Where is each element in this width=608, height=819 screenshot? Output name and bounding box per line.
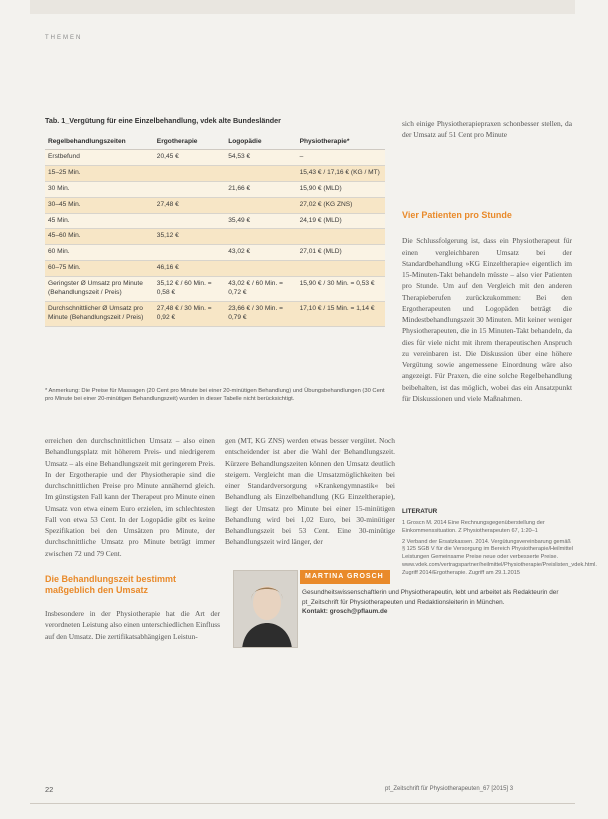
table-cell [154,245,225,261]
section-tag: THEMEN [45,35,83,41]
table-row [45,150,385,166]
table-cell [154,213,225,229]
column-header: Physiotherapie* [297,134,385,150]
table-cell: 27,01 € (MLD) [297,245,385,261]
table-cell: 43,02 € / 60 Min. = 0,72 € [225,277,296,302]
table-cell: 17,10 € / 15 Min. = 1,14 € [297,301,385,326]
section-heading: Die Behandlungszeit bestimmt maßgeblich den Umsatz [45,574,177,596]
table-cell: 30 Min. [45,181,154,197]
right-top-text: sich einige Physiotherapiepraxen schonbesser stellen, da der Umsatz auf 51 Cent pro Minute [402,119,572,140]
journal-footer: pt_Zeitschrift für Physiotherapeuten_67 [2015] 3 [385,786,514,792]
table-row [45,181,385,197]
author-info [302,588,574,617]
table-cell: 27,02 € (KG ZNS) [297,197,385,213]
table-row [45,277,385,302]
top-rule [30,0,575,14]
table-cell [297,229,385,245]
table-cell: Geringster Ø Umsatz pro Minute (Behandlungszeit / Preis) [45,277,154,302]
footer-rule [30,803,575,804]
table-cell: 54,53 € [225,150,296,166]
table-cell [225,261,296,277]
column2-text: gen (MT, KG ZNS) werden etwas besser vergütet. Noch entscheidender ist aber die Wahl der Behandlungszeit. Kürzere Behandlungszeiten können den Umsatz deutlich steigern. Vergleicht man die Umsatzmöglichkeiten bei einer Standardversorgung »Krankengymnastik« bei Behandlung als Einzelbehandlung (KG Einzeltherapie), liegt der Umsatz pro Minute bei einer 15-minütigen Behandlung wird bei 1,02 Euro, bei 30-minütiger Behandlungszeit bei 53 Cent. Eine 30-minütige Behandlungszeit wird länger, der [225,436,395,547]
table-cell: 27,48 € / 30 Min. = 0,92 € [154,301,225,326]
table-cell: 15,43 € / 17,16 € (KG / MT) [297,165,385,181]
literature-item: 1 Groscn M. 2014 Eine Rechnungsgegenüberstellung der Einkommenssituation. Z Physiotherapeuten 67, 1:20–1 [402,520,545,534]
table-cell: 15,90 € (MLD) [297,181,385,197]
table-cell: 60 Min. [45,245,154,261]
table-cell: 15–25 Min. [45,165,154,181]
table-cell: 60–75 Min. [45,261,154,277]
author-portrait-icon [234,571,298,648]
section-heading: Vier Patienten pro Stunde [402,210,512,220]
table-row [45,213,385,229]
column-header: Regelbehandlungszeiten [45,134,154,150]
author-name: MARTINA GROSCH [300,570,390,584]
table-cell: 35,12 € [154,229,225,245]
table-note: * Anmerkung: Die Preise für Massagen (20 Cent pro Minute bei einer 20-minütigen Behandlung) und Übungsbehandlungen (30 Cent pro Minute bei einer 20-minütigen Behandlungszeit) wurden in dieser Tabelle nicht berücksichtigt. [45,388,385,402]
table-row [45,261,385,277]
table-cell [297,261,385,277]
table-row [45,229,385,245]
table-cell: 35,49 € [225,213,296,229]
table-row [45,165,385,181]
table-cell: – [297,150,385,166]
author-bio: Gesundheitswissenschaftlerin und Physiotherapeutin, lebt und arbeitet als Redakteurin der pt_Zeitschrift für Physiotherapeuten und Redaktionsleiterin in München. [302,589,559,606]
table-cell: Durchschnittlicher Ø Umsatz pro Minute (Behandlungszeit / Preis) [45,301,154,326]
table-cell: 43,02 € [225,245,296,261]
table-row [45,245,385,261]
table-cell: 45 Min. [45,213,154,229]
literature-title: LITERATUR [402,508,438,515]
table-title: Tab. 1_Vergütung für eine Einzelbehandlung, vdek alte Bundesländer [45,116,281,125]
table-cell: 15,90 € / 30 Min. = 0,53 € [297,277,385,302]
table-cell [225,229,296,245]
right-body-text: Die Schlussfolgerung ist, dass ein Physiotherapeut für einen vergleichbaren Umsatz bei der Standardbehandlung »KG Einzeltherapie« eigentlich im 15-Minuten-Takt behandeln müsste – also vier Patienten pro Stunde. Um auf den Vergleich mit den anderen Therapieberufen zurückzukommen: Bei den Ergotherapeuten und Logopäden beträgt die Mindestbehandlungszeit 30 Minuten. Mit keiner weniger Physiotherapeuten, die in 15 Minuten-Takt behandeln, da dies für viele nicht mit ihrem therapeutischen Anspruch zu vereinbaren ist. Die Diskussion über eine höhere Vergütung sowie angemessene Einordnung wäre also angezeigt. Für Praxen, die eine solche Regelbehandlung beibehalten, ist das möglich, wobei das ein Ansatzpunkt für Diskussionen und viele Maßnahmen. [402,236,572,403]
column1-text: erreichen den durchschnittlichen Umsatz – also einen Behandlungsplatz mit höherem Preis- und niedrigerem Umsatz – als eine Behandlungszeit mit geringerem Preis. In der Ergotherapie und der Physiotherapie sind die durchschnittlichen Preise pro Minute annähernd gleich. Im günstigsten Fall kann der Therapeut pro Minute einen Umsatz von etwa einem Euro erzielen, im schlechtesten Fall von etwa 53 Cent. In der Logopädie gibt es keine Spezifikation bei den Umsätzen pro Minute, der durchschnittliche Umsatz pro Minute beträgt immer zwischen 72 und 79 Cent. [45,436,215,558]
table-cell: 21,66 € [225,181,296,197]
literature-list [402,520,597,581]
table-cell: Erstbefund [45,150,154,166]
bottom-body-text: Insbesondere in der Physiotherapie hat die Art der verordneten Leistung also einen unterschiedlichen Einfluss auf den Umsatz. Die zertifikatsabhängigen Leistun- [45,609,220,641]
table-cell: 35,12 € / 60 Min. = 0,58 € [154,277,225,302]
author-photo [233,570,298,648]
table-cell: 23,66 € / 30 Min. = 0,79 € [225,301,296,326]
table-header-row [45,134,385,150]
table-cell: 46,16 € [154,261,225,277]
table-cell: 45–60 Min. [45,229,154,245]
table-row [45,197,385,213]
column-header: Ergotherapie [154,134,225,150]
table-cell [154,165,225,181]
fee-table [45,134,385,327]
table-cell: 24,19 € (MLD) [297,213,385,229]
table-cell: 30–45 Min. [45,197,154,213]
table-cell: 20,45 € [154,150,225,166]
literature-item: 2 Verband der Ersatzkassen. 2014. Vergütungsvereinbarung gemäß § 125 SGB V für die Versorgung im Bereich Physiotherapie/Heilmittel Leistungen Gemeinsame Preise neue oder verbesserte Preise. www.vdek.com/vertragspartner/heilmittel/Physiotherapie/Preislisten_vdek.html. Zugriff 2014/Ergotherapie. Zugriff am 29.1.2015 [402,538,597,576]
table-row [45,301,385,326]
right-section [402,210,572,404]
table-cell [154,181,225,197]
author-contact: Kontakt: grosch@pflaum.de [302,608,388,616]
table-cell [225,165,296,181]
page-number: 22 [45,785,54,794]
table-cell: 27,48 € [154,197,225,213]
table-cell [225,197,296,213]
column-header: Logopädie [225,134,296,150]
